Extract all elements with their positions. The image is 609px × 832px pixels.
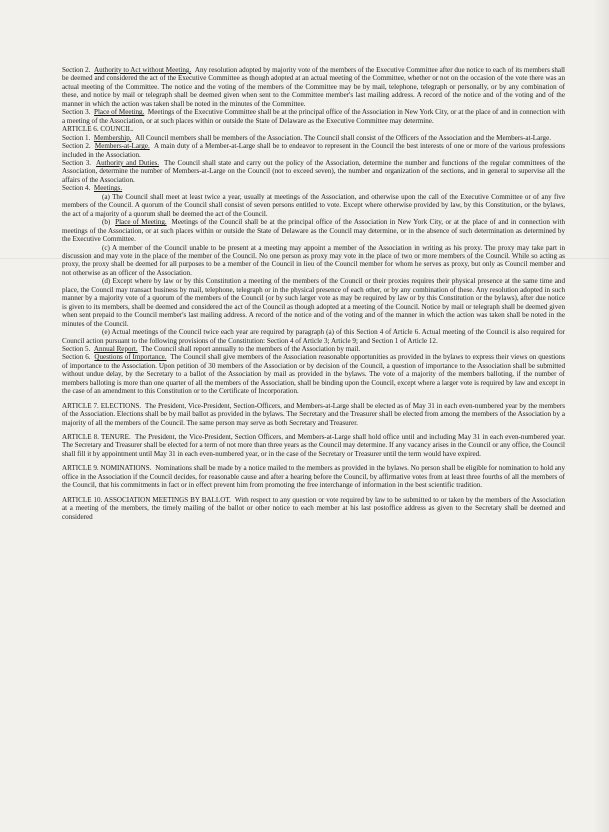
a6-section-4-heading	[62, 184, 565, 192]
a6-s2-number: Section 2.	[62, 142, 91, 151]
a6-s4-para-b	[62, 218, 565, 243]
article-6-heading: ARTICLE 6. COUNCIL.	[62, 125, 134, 134]
a5-s2-number: Section 2.	[62, 66, 91, 74]
page-edge-shadow	[593, 0, 609, 832]
a6-section-5	[62, 345, 565, 353]
a6-s5-body: The Council shall report annually to the members of the Association by mail.	[141, 344, 361, 353]
a6-s5-number: Section 5.	[62, 344, 91, 353]
article-9-heading: ARTICLE 9. NOMINATIONS.	[62, 464, 152, 473]
a6-s1-title: Membership.	[93, 133, 132, 142]
a6-s1-number: Section 1.	[62, 133, 91, 142]
article-10	[62, 496, 565, 521]
paper-fold-line	[0, 258, 609, 259]
a5-s3-number: Section 3.	[62, 108, 91, 117]
a5-s3-title: Place of Meeting.	[94, 108, 145, 117]
article-9	[62, 464, 565, 489]
article-10-body: With respect to any question or vote required by law to be submitted to or taken by the members of the Association at a meeting of the members, the timely mailing of the ballot or other notice to each member at his last postoffice address as given to the Secretary shall be deemed and considered	[62, 495, 566, 521]
a6-s5-title: Annual Report.	[93, 344, 138, 353]
article-8-body: The President, the Vice-President, Section Officers, and Members-at-Large shall hold office until and including May 31 in each even-numbered year. The Secretary and Treasurer shall be elected for a term of not more than three years as the Council may determine. If any vacancy arises in the Council or any office, the Council shall fill it by appointment until May 31 in each even-numbered year, or in the case of the Secretary or Treasurer until the term would have expired.	[62, 433, 565, 458]
a6-s4-para-d: (d) Except where by law or by this Constitution a meeting of the members of the Council or their proxies requires their physical presence at the same time and place, the Council may transact business by mail, telephone, telegraph or in the physical presence of each other, or by any combination of these. Any resolution adopted in such manner by a majority vote of a quorum of the members of the Council (or by such larger vote as may be required by law or by this Constitution or the bylaws), after due notice is given to its members, shall be deemed and considered the act of the Council as though adopted at a meeting of the Council. Notice by mail or telegraph shall be deemed given when sent prepaid to the Council member's last mailing address. A record of the notice and of the voting and of the manner in which the action was taken shall be noted in the minutes of the Council.	[62, 277, 565, 328]
a5-s2-body: Any resolution adopted by majority vote of the members of the Executive Committee after due notice to each of its members shall be deemed and considered the act of the Executive Committee as though adopted at an actual meeting of the Committee, whether or not on the occasion of the vote there was an actual meeting of the Committee. The notice and the voting of the members of the Committee may be by mail, telephone, telegraph or personally, or by any combination of these, and notice by mail or telegraph shall be deemed given when sent to the Committee member's last mailing address. A record of the notice and of the voting and of the manner in which the action was taken shall be noted in the minutes of the Committee.	[62, 66, 566, 108]
a6-s4-para-a: (a) The Council shall meet at least twice a year, usually at meetings of the Association, and otherwise upon the call of the Executive Committee or of any five members of the Council. A quorum of the Council shall consist of seven persons entitled to vote. Except where otherwise provided by law, by this Constitution, or the bylaws, the act of a majority of a quorum shall be deemed the act of the Council.	[62, 192, 565, 218]
article-8	[62, 433, 565, 458]
a6-section-2	[62, 142, 565, 159]
article-7-body: The President, Vice-President, Section-Officers, and Members-at-Large shall be elected as of May 31 in each even-numbered year by the members of the Association. Elections shall be by mail ballot as provided in the bylaws. The Secretary and the Treasurer shall be elected from among the members of the Association by a majority of all the members of the Council. The same person may serve as both Secretary and Treasurer.	[62, 401, 566, 427]
a6-s3-body: The Council shall state and carry out the policy of the Association, determine the number and functions of the regular committees of the Association, determine the number of Members-at-Large on the Council (not to exceed seven), the number and organization of the sections, and in general to supervise all the affairs of the Association.	[62, 158, 566, 184]
article-7-heading: ARTICLE 7. ELECTIONS.	[62, 401, 142, 410]
a6-section-3	[62, 159, 565, 184]
article-7	[62, 402, 565, 427]
a6-s6-title: Questions of Importance.	[94, 353, 167, 362]
a6-s3-number: Section 3.	[62, 158, 92, 167]
a6-s1-body: All Council members shall be members of the Association. The Council shall consist of the Officers of the Association and the Members-at-Large.	[135, 133, 551, 142]
a6-s4b-title: Place of Meeting.	[115, 218, 167, 227]
a6-s4-para-e: (e) Actual meetings of the Council twice each year are required by paragraph (a) of this Section 4 of Article 6. Actual meeting of the Council is also required for Council action pursuant to the following provisions of the Constitution: Section 4 of Article 3; Article 9; and Section 1 of Article 12.	[62, 328, 565, 345]
a6-s4-para-c: (c) A member of the Council unable to be present at a meeting may appoint a member of the Association in writing as his proxy. The proxy may take part in discussion and may vote in the place of the member of the Council. No one person as proxy may vote in the place of two or more members of the Council. While so acting as proxy, the proxy shall be deemed for all purposes to be a member of the Council in lieu of the Council member for whom he serves as proxy, but only as Council member and not otherwise as an officer of the Association.	[62, 243, 565, 277]
a6-s2-title: Members-at-Large.	[94, 142, 150, 151]
a6-s4b-body: Meetings of the Council shall be at the principal office of the Association in New York City, or at the place of and in connection with meetings of the Association, or at such places within or outside the State of Delaware as the Council may determine, or in the absence of such determination as determined by the Executive Committee.	[62, 218, 565, 244]
a6-s4-title: Meetings.	[93, 184, 123, 193]
a6-s3-title: Authority and Duties.	[96, 158, 160, 167]
a5-section-2	[62, 66, 565, 108]
article-8-heading: ARTICLE 8. TENURE.	[62, 433, 131, 442]
a6-section-6	[62, 353, 565, 395]
a6-s6-body: The Council shall give members of the Association reasonable opportunities as provided in the bylaws to express their views on questions of importance to the Association. Upon petition of 30 members of the Association or by decision of the Council, a question of importance to the Association shall be submitted without undue delay, by the Secretary to a ballot of the Association by mail as provided in the bylaws. The vote of a majority of the members balloting, if the number of members balloting is more than one quarter of all the members of the Association, shall be binding upon the Council, except where a larger vote is required by law and except in the case of an amendment to this Constitution or to the Certificate of Incorporation.	[62, 353, 566, 396]
a6-s2-body: A main duty of a Member-at-Large shall be to endeavor to represent in the Council the best interests of one or more of the various professions included in the Association.	[62, 142, 566, 159]
a5-s2-title: Authority to Act without Meeting.	[94, 66, 192, 74]
a6-s4b-label: (b)	[102, 218, 111, 227]
a6-s6-number: Section 6.	[62, 353, 91, 362]
article-10-heading: ARTICLE 10. ASSOCIATION MEETINGS BY BALLOT.	[62, 495, 231, 504]
a6-s4-number: Section 4.	[62, 184, 91, 193]
article-9-body: Nominations shall be made by a notice mailed to the members as provided in the bylaws. No person shall be eligible for nomination to hold any office in the Association if the Council decides, for reasonable cause and after a hearing before the Council, by affirmative votes from at least three fourths of all the members of the Council, that his commitments in fact or in effect prevent him from promoting the free interchange of information in the best scientific tradition.	[62, 464, 566, 490]
a5-section-3	[62, 108, 565, 125]
a5-s3-body: Meetings of the Executive Committee shall be at the principal office of the Association in New York City, or at the place of and in connection with a meeting of the Association, or at such places within or outside the State of Delaware as the Executive Committee may determine.	[62, 108, 565, 125]
a6-section-1	[62, 134, 565, 142]
document-body	[62, 66, 565, 521]
